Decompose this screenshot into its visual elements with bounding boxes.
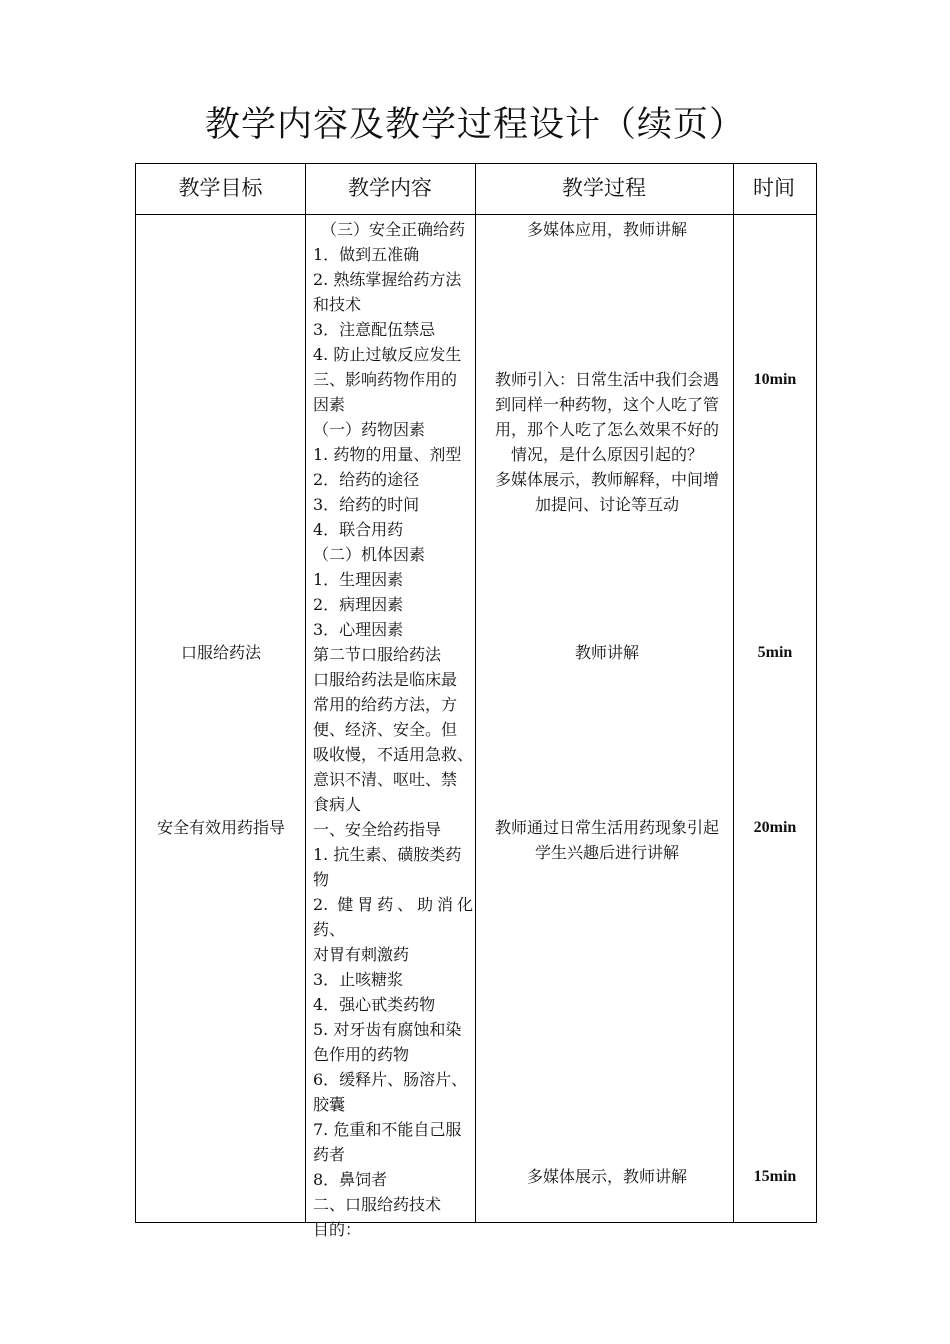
content-line: 物 — [313, 870, 330, 889]
content-line: 色作用的药物 — [313, 1045, 410, 1064]
content-line: 2．病理因素 — [313, 595, 404, 614]
content-line: （二）机体因素 — [313, 545, 426, 564]
content-line: 1．做到五准确 — [313, 245, 420, 264]
content-line: 一、安全给药指导 — [313, 820, 442, 839]
process-multimedia-lecture: 多媒体应用，教师讲解 — [526, 220, 687, 239]
header-goal: 教学目标 — [178, 176, 263, 200]
content-line: 3．心理因素 — [313, 620, 404, 639]
process-intro-block — [482, 367, 732, 517]
process-multimedia-display: 多媒体展示，教师讲解 — [526, 1167, 687, 1186]
content-line: 口服给药法是临床最 — [313, 670, 458, 689]
process-teacher-lecture: 教师讲解 — [574, 643, 639, 662]
content-line: 三、影响药物作用的 — [313, 370, 458, 389]
content-line: 胶囊 — [313, 1095, 346, 1114]
time-value: 5min — [757, 644, 793, 661]
content-line: 1. 抗生素、磺胺类药 — [313, 845, 462, 864]
header-process: 教学过程 — [562, 176, 646, 200]
time-value: 20min — [753, 819, 797, 836]
column-divider — [475, 164, 476, 1222]
content-line: 二、口服给药技术 — [313, 1195, 442, 1214]
content-line: （三）安全正确给药 — [320, 220, 465, 239]
content-line: 4．强心甙类药物 — [313, 995, 436, 1014]
content-column — [313, 217, 473, 1242]
process-line: 加提问、讨论等互动 — [534, 495, 679, 514]
content-line: 食病人 — [313, 795, 362, 814]
process-line: 学生兴趣后进行讲解 — [534, 843, 679, 862]
content-line: 对胃有刺激药 — [313, 945, 410, 964]
content-line: 因素 — [313, 395, 346, 414]
process-line: 教师通过日常生活用药现象引起 — [494, 818, 719, 837]
content-line: 5. 对牙齿有腐蚀和染 — [313, 1020, 462, 1039]
content-line: 常用的给药方法，方 — [313, 695, 458, 714]
content-line: 2．给药的途径 — [313, 470, 420, 489]
process-line: 到同样一种药物，这个人吃了管 — [494, 395, 719, 414]
content-line: 1. 药物的用量、剂型 — [313, 445, 462, 464]
content-line: 1．生理因素 — [313, 570, 404, 589]
goal-safe-medication: 安全有效用药指导 — [156, 818, 285, 837]
content-line: 和技术 — [313, 295, 362, 314]
content-line: 4．联合用药 — [313, 520, 404, 539]
header-content: 教学内容 — [348, 176, 432, 200]
content-line: 目的： — [313, 1220, 362, 1239]
content-line: 6．缓释片、肠溶片、 — [313, 1070, 468, 1089]
content-line: 便、经济、安全。但 — [313, 720, 458, 739]
process-daily-examples-block — [482, 815, 732, 865]
content-line: 7. 危重和不能自己服 — [313, 1120, 462, 1139]
time-value: 10min — [753, 371, 797, 388]
process-line: 多媒体展示，教师解释，中间增 — [494, 470, 719, 489]
content-line: 2. 健胃药、助消化药、 — [313, 895, 473, 939]
process-line: 情况，是什么原因引起的？ — [510, 445, 703, 464]
header-divider — [136, 214, 816, 215]
content-line: 8．鼻饲者 — [313, 1170, 388, 1189]
process-line: 用，那个人吃了怎么效果不好的 — [494, 420, 719, 439]
header-time: 时间 — [753, 176, 795, 200]
page-title: 教学内容及教学过程设计（续页） — [204, 105, 745, 145]
content-line: 4. 防止过敏反应发生 — [313, 345, 462, 364]
content-line: （一）药物因素 — [313, 420, 426, 439]
content-line: 3．止咳糖浆 — [313, 970, 404, 989]
column-divider — [733, 164, 734, 1222]
content-line: 意识不清、呕吐、禁 — [313, 770, 458, 789]
column-divider — [305, 164, 306, 1222]
content-line: 药者 — [313, 1145, 346, 1164]
content-line: 吸收慢，不适用急救、 — [313, 745, 474, 764]
content-line: 第二节口服给药法 — [313, 645, 442, 664]
content-line: 2. 熟练掌握给药方法 — [313, 270, 462, 289]
content-line: 3．注意配伍禁忌 — [313, 320, 436, 339]
content-line: 3．给药的时间 — [313, 495, 420, 514]
time-value: 15min — [753, 1168, 797, 1185]
goal-oral-medication: 口服给药法 — [180, 643, 261, 662]
lesson-table — [135, 163, 817, 1239]
process-line: 教师引入：日常生活中我们会遇 — [494, 370, 719, 389]
